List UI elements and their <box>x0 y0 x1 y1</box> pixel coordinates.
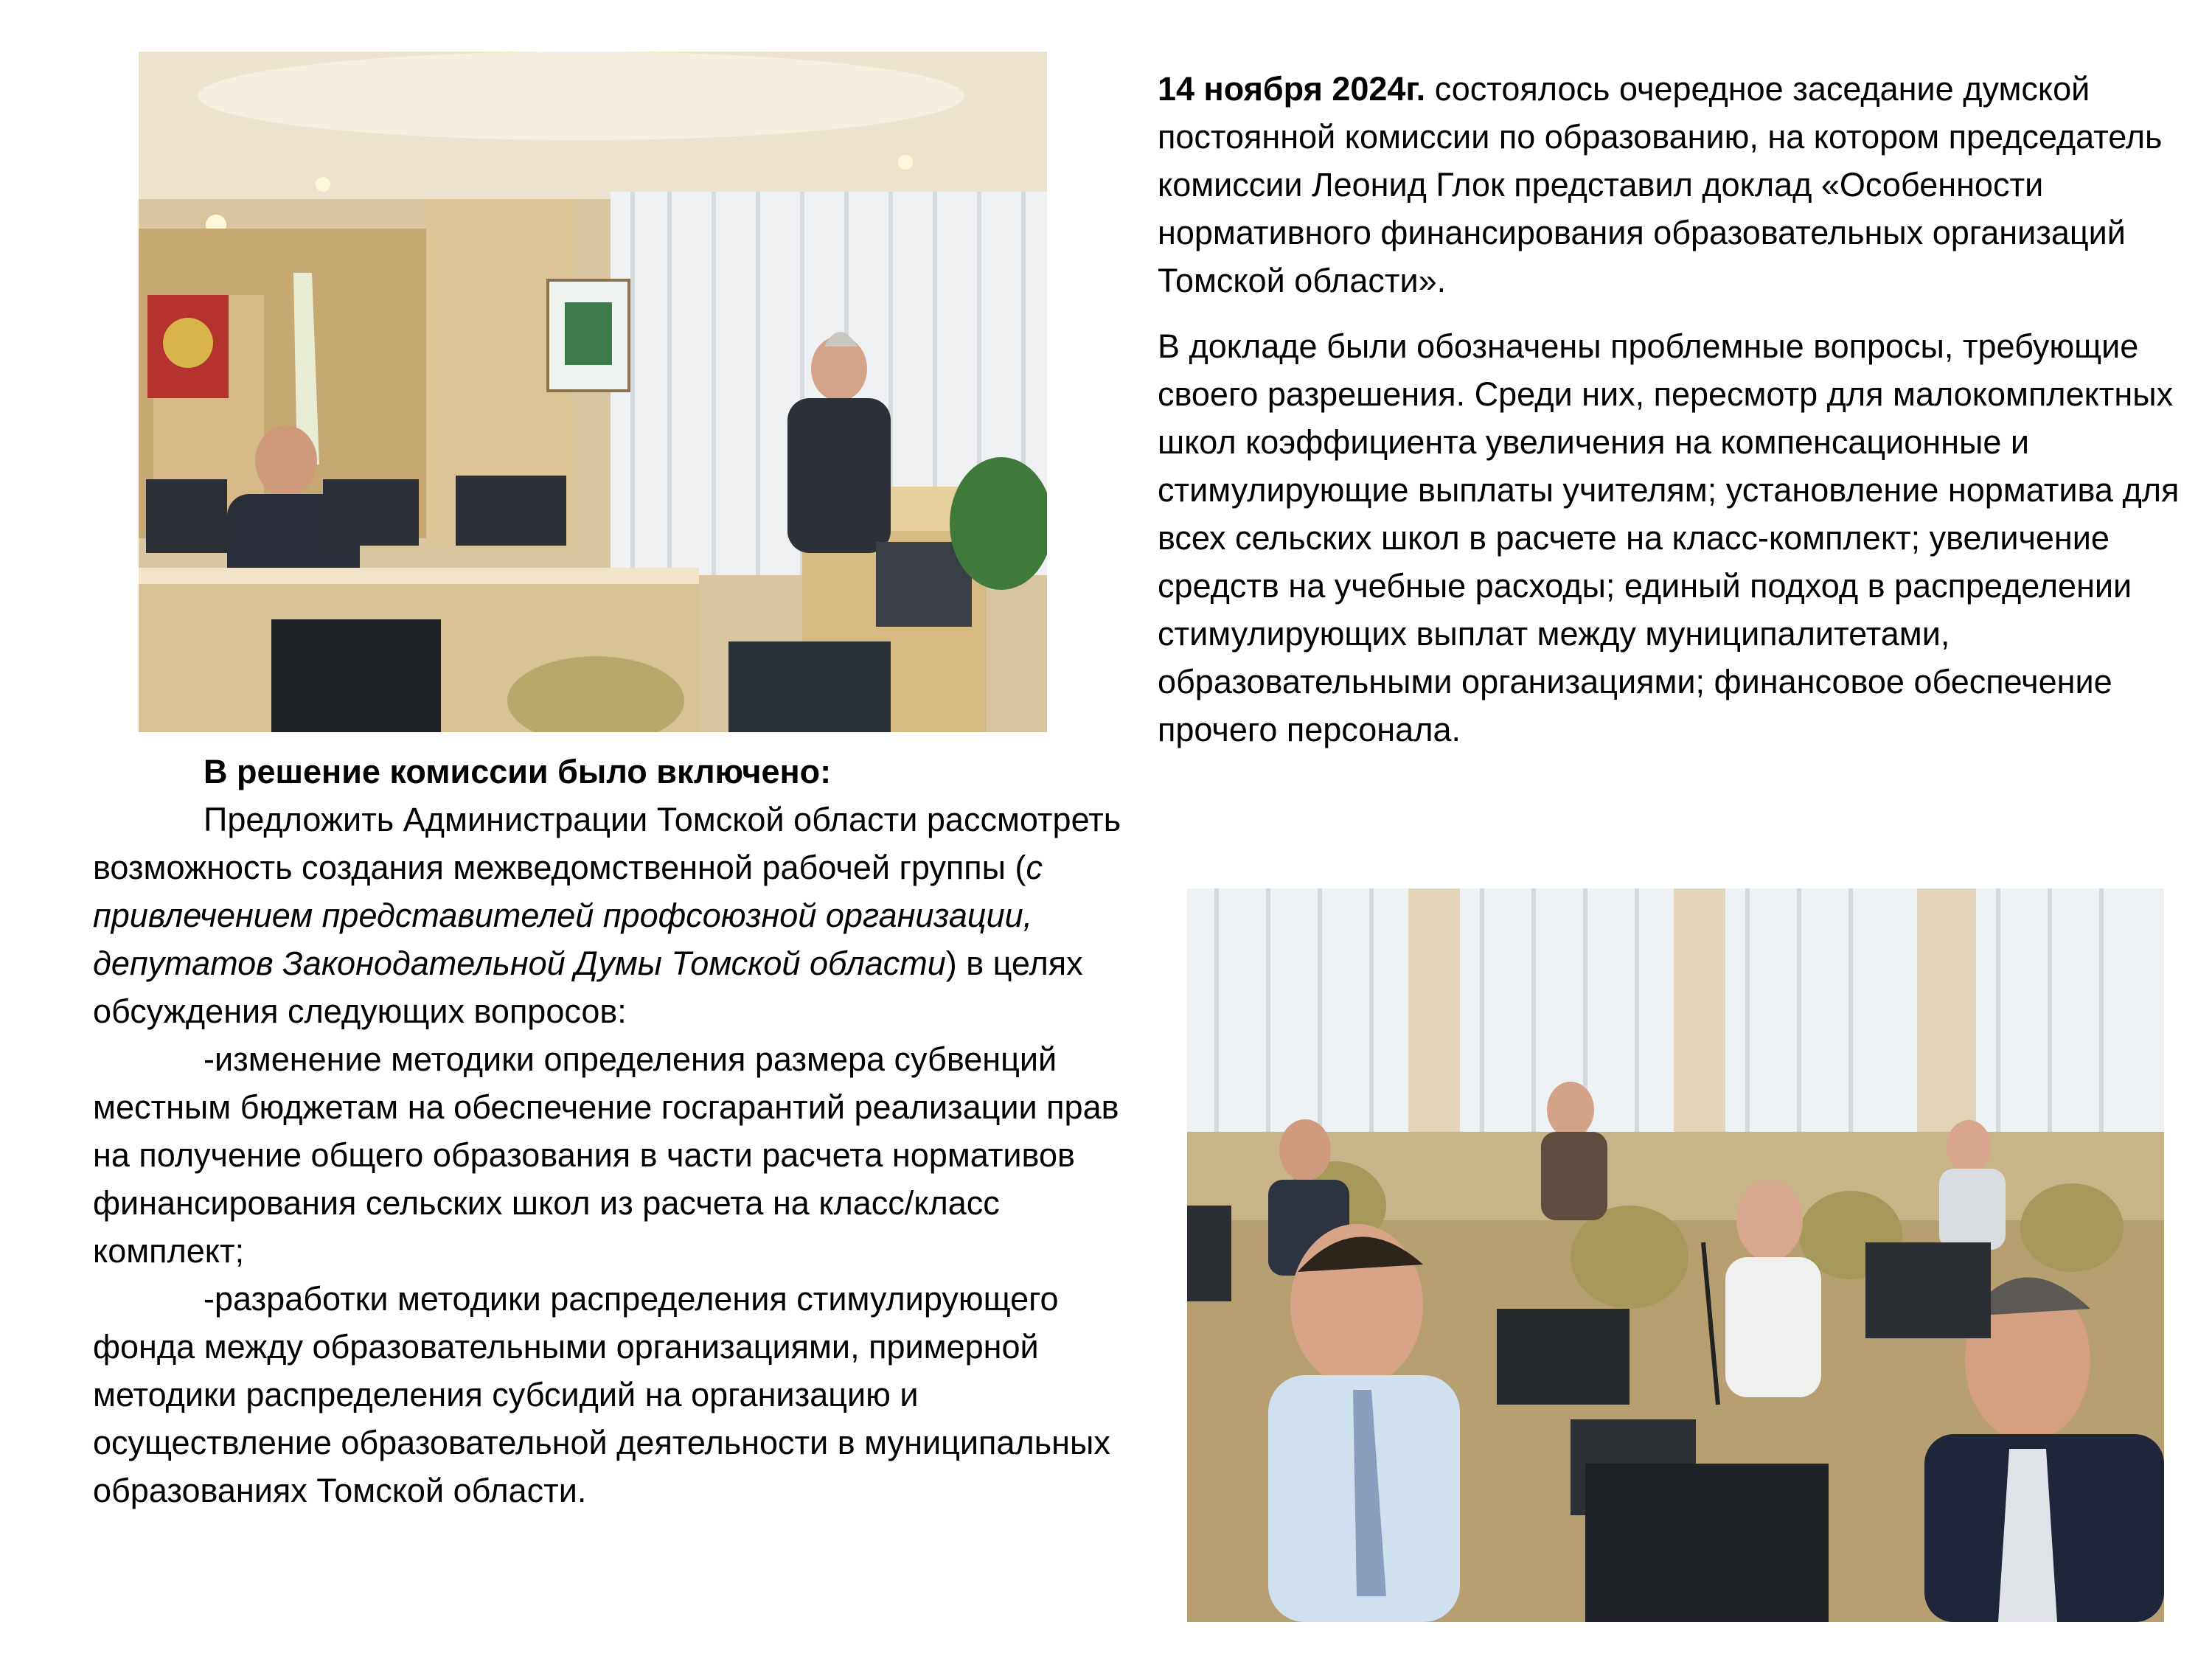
committee-audience-photo-icon <box>1187 888 2164 1622</box>
meeting-summary <box>1158 65 2197 754</box>
summary-paragraph <box>1158 65 2197 305</box>
summary-text: состоялось очередное заседание думской постоянной комиссии по образованию, на котором председатель комиссии Леонид Глок представил доклад «Особенности нормативного финансирования образовательных организаций Томской области». <box>1158 70 2163 299</box>
decision-item-1: -изменение методики определения размера субвенций местным бюджетам на обеспечение госгарантий реализации прав на получение общего образования в части расчета нормативов финансирования сельских школ из расчета на класс/класс комплект; <box>93 1040 1119 1270</box>
proposal-text-start: Предложить Администрации Томской области рассмотреть возможность создания межведомственной рабочей группы ( <box>93 801 1121 886</box>
speaker-at-podium-photo-icon <box>139 52 1047 732</box>
decision-heading: В решение комиссии было включено: <box>204 753 832 790</box>
proposal-participants: с привлечением представителей профсоюзной организации, депутатов Законодательной Думы Томской области <box>93 849 1043 982</box>
decision-proposal <box>93 796 1140 1035</box>
commission-decision <box>93 748 1140 1514</box>
issues-paragraph: В докладе были обозначены проблемные вопросы, требующие своего разрешения. Среди них, пересмотр для малокомплектных школ коэффициента увеличения на компенсационные и стимулирующие выплаты учителям; установление норматива для всех сельских школ в расчете на класс-комплект; увеличение средств на учебные расходы; единый подход в распределении стимулирующих выплат между муниципалитетами, образовательными организациями; финансовое обеспечение прочего персонала. <box>1158 327 2180 748</box>
meeting-date: 14 ноября 2024г. <box>1158 70 1426 108</box>
decision-item-2: -разработки методики распределения стимулирующего фонда между образовательными организациями, примерной методики распределения субсидий на организацию и осуществление образовательной деятельности в муниципальных образованиях Томской области. <box>93 1280 1110 1509</box>
proposal-text-end: ) в целях обсуждения следующих вопросов: <box>93 945 1083 1030</box>
speaker-photo <box>139 52 1047 732</box>
decision-heading-line <box>93 748 1140 796</box>
audience-photo <box>1187 888 2164 1622</box>
